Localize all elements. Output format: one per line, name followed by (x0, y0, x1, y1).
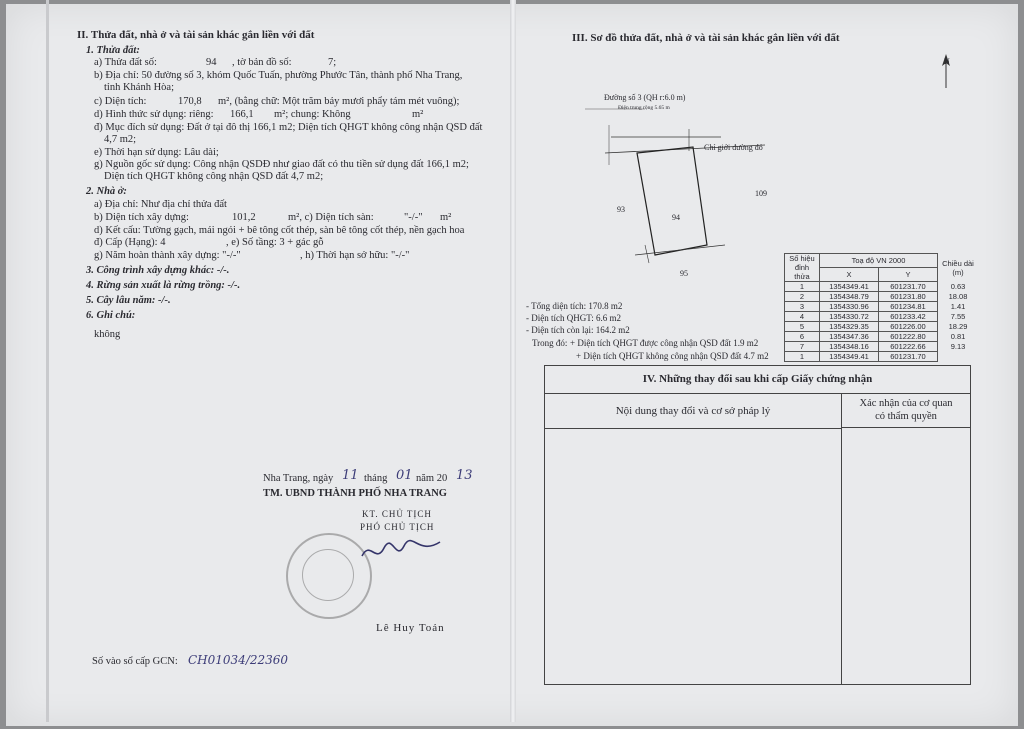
other-construction: 3. Công trình xây dựng khác: -/-. (86, 265, 230, 276)
completion-year: g) Năm hoàn thành xây dựng: "-/-" (94, 250, 241, 261)
usage-form-label: d) Hình thức sử dụng: riêng: (94, 109, 214, 120)
coord-y: 601231.70 (879, 352, 938, 362)
coordinate-row (785, 322, 979, 332)
issue-year-label: năm 20 (416, 473, 448, 484)
edge-length (938, 352, 979, 362)
floor-count: , e) Số tầng: 3 + gác gỗ (226, 237, 324, 248)
ownership-term: , h) Thời hạn sở hữu: "-/-" (300, 250, 410, 261)
land-parcel-heading: 1. Thửa đất: (86, 45, 140, 56)
notes-value: không (94, 329, 121, 340)
notes-heading: 6. Ghi chú: (86, 310, 136, 321)
floor-area-value: "-/-" (404, 212, 423, 223)
point-id: 1 (785, 352, 820, 362)
neighbor-parcel-left: 93 (617, 205, 625, 214)
recognized-area: + Diện tích QHGT được công nhận QSD đất 1.9 m2 (570, 338, 759, 348)
coord-x: 1354348.16 (820, 342, 879, 352)
coordinate-row (785, 302, 979, 312)
coord-x: 1354347.36 (820, 332, 879, 342)
perennial-trees: 5. Cây lâu năm: -/-. (86, 295, 171, 306)
area-label: c) Diện tích: (94, 96, 147, 107)
section-iii-title: III. Sơ đồ thửa đất, nhà ở và tài sản khác gắn liền với đất (572, 32, 840, 44)
section-ii-title: II. Thửa đất, nhà ở và tài sản khác gắn liền với đất (77, 29, 315, 41)
map-sheet-label: , tờ bản đồ số: (232, 57, 292, 68)
coord-y: 601233.42 (879, 312, 938, 322)
coord-x: 1354348.79 (820, 292, 879, 302)
coord-y: 601234.81 (879, 302, 938, 312)
header-x: X (820, 268, 879, 282)
point-id: 4 (785, 312, 820, 322)
coord-x: 1354330.96 (820, 302, 879, 312)
changes-authority-header (842, 394, 970, 428)
red-boundary-label: Chỉ giới đường đỏ (704, 143, 763, 152)
north-label: N (944, 57, 950, 66)
coordinate-row (785, 292, 979, 302)
coord-y: 601222.80 (879, 332, 938, 342)
issue-date-place: Nha Trang, ngày (263, 473, 334, 484)
coordinate-row (785, 332, 979, 342)
coord-y: 601226.00 (879, 322, 938, 332)
total-area: - Tổng diện tích: 170.8 m2 (526, 301, 623, 311)
building-area-value: 101,2 (232, 212, 256, 223)
changes-title: IV. Những thay đổi sau khi cấp Giấy chứng nhận (545, 366, 970, 394)
land-purpose-line-1: đ) Mục đích sử dụng: Đất ở tại đô thị 166,1 m2; Diện tích QHGT không công nhận QSD đất (94, 122, 483, 133)
changes-box (544, 365, 971, 685)
authority-header-line-2: có thẩm quyền (875, 411, 937, 422)
edge-length: 0.63 (950, 282, 966, 291)
edge-length: 18.29 (948, 322, 968, 331)
edge-length: 1.41 (950, 302, 966, 311)
coordinate-table (784, 253, 978, 362)
planted-forest: 4. Rừng sản xuất là rừng trồng: -/-. (86, 280, 241, 291)
private-area-value: 166,1 (230, 109, 254, 120)
parcel-number-on-map: 94 (672, 213, 680, 222)
header-y: Y (879, 268, 938, 282)
issue-day: 11 (342, 468, 359, 483)
traffic-plan-area: - Diện tích QHGT: 6.6 m2 (526, 313, 622, 323)
coord-y: 601231.70 (879, 282, 938, 292)
neighbor-parcel-bottom: 95 (680, 269, 688, 278)
on-behalf-chairman: KT. CHỦ TỊCH (362, 509, 432, 519)
issue-month-label: tháng (364, 473, 388, 484)
usage-origin-line-2: Diện tích QHGT không công nhận QSD đất 4,7 m2; (104, 171, 324, 182)
point-id: 1 (785, 282, 820, 292)
gcn-register-number: CH01034/22360 (188, 653, 289, 667)
header-point: Số hiệu đỉnh thửa (785, 254, 820, 282)
coordinate-row (785, 282, 979, 292)
coordinate-row (785, 342, 979, 352)
unrecognized-area: + Diện tích QHGT không công nhận QSD đất 4.7 m2 (576, 351, 769, 361)
address-line-2: tỉnh Khánh Hòa; (104, 82, 174, 93)
edge-length: 9.13 (950, 342, 966, 351)
shared-area: m²; chung: Không (274, 109, 351, 120)
of-which-label: Trong đó: (532, 338, 568, 348)
usage-origin-line-1: g) Nguồn gốc sử dụng: Công nhận QSDĐ như giao đất có thu tiền sử dụng đất 166,1 m2; (94, 159, 469, 170)
gcn-register-label: Số vào sổ cấp GCN: (92, 656, 178, 667)
coord-x: 1354349.41 (820, 352, 879, 362)
point-id: 2 (785, 292, 820, 302)
vice-chairman: PHÓ CHỦ TỊCH (360, 522, 435, 532)
coordinate-row (785, 312, 979, 322)
structure: d) Kết cấu: Tường gạch, mái ngói + bê tông cốt thép, sàn bê tông cốt thép, nền gạch hoa (94, 225, 465, 236)
page-fold (510, 0, 516, 722)
remaining-area: - Diện tích còn lại: 164.2 m2 (526, 325, 630, 335)
binding-line (46, 0, 49, 722)
signer-name: Lê Huy Toản (376, 622, 445, 634)
header-length: Chiều dài (m) (942, 258, 974, 277)
address-line-1: b) Địa chỉ: 50 đường số 3, khóm Quốc Tuấn, phường Phước Tân, thành phố Nha Trang, (94, 70, 463, 81)
coord-x: 1354329.35 (820, 322, 879, 332)
shared-unit: m² (412, 109, 424, 120)
coordinate-row (785, 352, 979, 362)
point-id: 7 (785, 342, 820, 352)
parcel-number-label: a) Thửa đất số: (94, 57, 157, 68)
changes-content-header: Nội dung thay đổi và cơ sở pháp lý (545, 394, 842, 429)
land-purpose-line-2: 4,7 m2; (104, 134, 137, 145)
floor-area-unit: m² (440, 212, 452, 223)
edge-length: 0.81 (950, 332, 966, 341)
usage-term: e) Thời hạn sử dụng: Lâu dài; (94, 147, 219, 158)
coord-y: 601231.80 (879, 292, 938, 302)
building-area-label: b) Diện tích xây dựng: (94, 212, 189, 223)
area-value: 170,8 (178, 96, 202, 107)
coord-x: 1354330.72 (820, 312, 879, 322)
floor-area-label: m², c) Diện tích sàn: (288, 212, 374, 223)
issue-year: 13 (456, 468, 473, 483)
edge-length: 18.08 (948, 292, 968, 301)
parcel-number-value: 94 (206, 57, 217, 68)
point-id: 3 (785, 302, 820, 312)
issuing-authority: TM. UBND THÀNH PHỐ NHA TRANG (263, 488, 447, 499)
parcel-diagram (585, 95, 785, 275)
area-in-words: m², (bằng chữ: Một trăm bảy mươi phẩy tám mét vuông); (218, 96, 460, 107)
column-divider (841, 428, 842, 684)
authority-header-line-1: Xác nhận của cơ quan (859, 398, 953, 409)
header-coord: Toạ độ VN 2000 (820, 254, 938, 268)
road-width-note: Điện trung rộng 5.65 m (618, 105, 670, 111)
house-grade: đ) Cấp (Hạng): 4 (94, 237, 166, 248)
house-heading: 2. Nhà ở: (86, 186, 127, 197)
point-id: 5 (785, 322, 820, 332)
map-sheet-value: 7; (328, 57, 337, 68)
neighbor-parcel-right: 109 (755, 189, 767, 198)
coord-x: 1354349.41 (820, 282, 879, 292)
issue-month: 01 (396, 468, 413, 483)
point-id: 6 (785, 332, 820, 342)
house-address: a) Địa chỉ: Như địa chỉ thửa đất (94, 199, 227, 210)
edge-length: 7.55 (950, 312, 966, 321)
road-label: Đường số 3 (QH r:6.0 m) (604, 93, 686, 102)
coordinate-rows (785, 282, 979, 362)
signature (356, 534, 446, 574)
coord-y: 601222.66 (879, 342, 938, 352)
